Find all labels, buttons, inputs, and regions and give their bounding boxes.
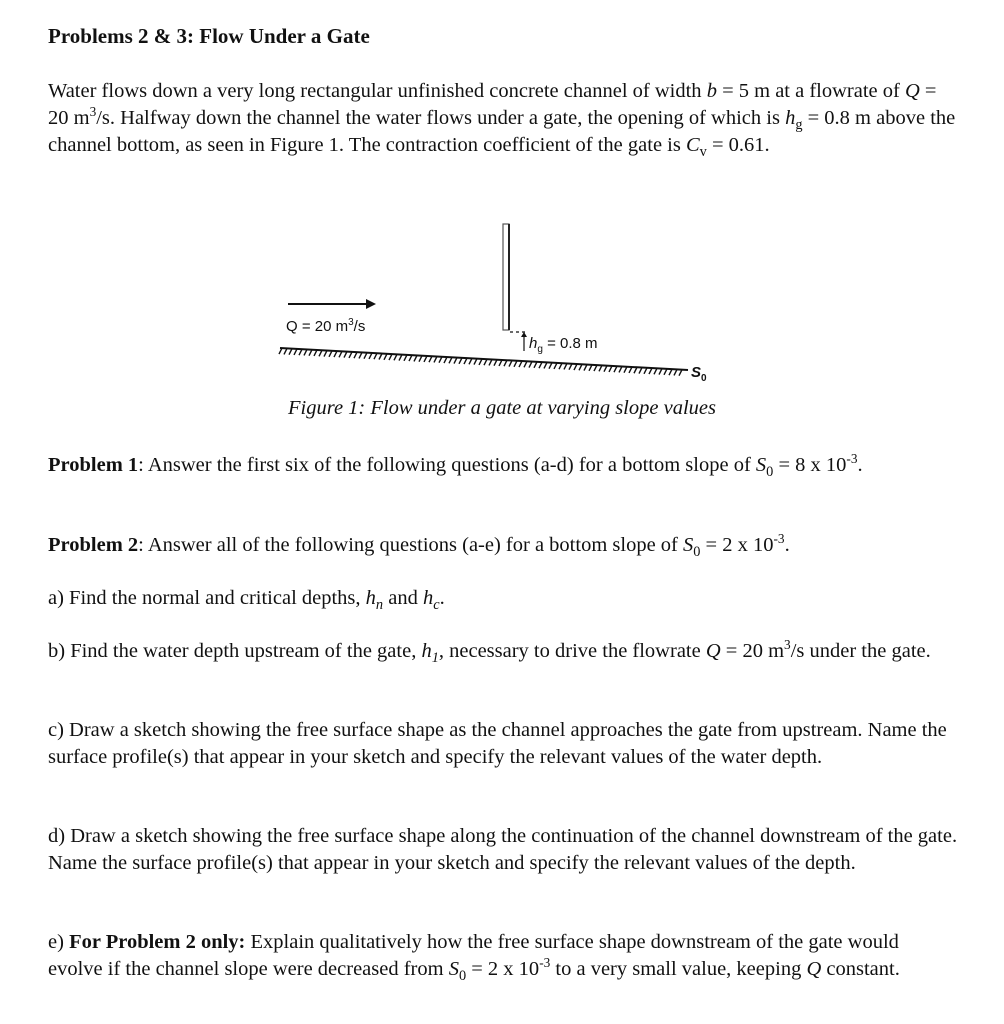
question-a-text: and bbox=[383, 587, 423, 609]
subscript: c bbox=[433, 597, 440, 614]
symbol-s: S bbox=[448, 958, 459, 980]
intro-paragraph bbox=[48, 78, 958, 159]
problem-2-label: Problem 2 bbox=[48, 534, 139, 556]
intro-text: Water flows down a very long rectangular unfinished concrete channel of width bbox=[48, 80, 707, 102]
subscript: n bbox=[375, 597, 384, 614]
symbol-q: Q bbox=[904, 80, 920, 102]
symbol-s: S bbox=[755, 454, 767, 476]
problem-2 bbox=[48, 532, 958, 559]
superscript: 3 bbox=[784, 637, 791, 653]
symbol-q: Q bbox=[806, 958, 822, 980]
problem-1 bbox=[48, 452, 958, 479]
question-d: d) Draw a sketch showing the free surface shape along the continuation of the channel downstream of the gate. Name the surface profile(s) that appear in your sketch and specify the relevant values of the depth. bbox=[48, 825, 958, 874]
symbol-c: C bbox=[685, 134, 700, 156]
question-b bbox=[48, 638, 958, 665]
problem-1-text: = 8 x 10 bbox=[773, 454, 847, 476]
symbol-h: h bbox=[421, 640, 432, 662]
question-a bbox=[48, 585, 958, 612]
page-title: Problems 2 & 3: Flow Under a Gate bbox=[48, 24, 370, 48]
figure-1 bbox=[270, 220, 730, 390]
subscript: 0 bbox=[458, 968, 467, 985]
question-e-text: e) bbox=[48, 931, 70, 953]
question-e-text: to a very small value, keeping bbox=[550, 958, 807, 980]
flow-label: Q = 20 $m^3/s$ bbox=[286, 317, 366, 335]
gate-diagram bbox=[270, 220, 730, 390]
question-b-text: b) Find the water depth upstream of the gate, bbox=[48, 640, 422, 662]
superscript: -3 bbox=[773, 531, 785, 547]
superscript: -3 bbox=[539, 955, 551, 971]
problem-2-text: = 2 x 10 bbox=[700, 534, 774, 556]
question-b-text: /s under the gate. bbox=[790, 640, 931, 662]
question-e-text: constant. bbox=[821, 958, 900, 980]
symbol-s: S bbox=[683, 534, 694, 556]
subscript: v bbox=[699, 144, 707, 161]
problem-1-text: . bbox=[857, 454, 863, 476]
question-e bbox=[48, 929, 958, 983]
opening-arrow-head bbox=[521, 332, 527, 337]
symbol-b: b bbox=[706, 80, 717, 102]
slope-label: $S_0$ bbox=[691, 364, 707, 384]
subscript: 1 bbox=[431, 650, 439, 667]
superscript: -3 bbox=[846, 451, 858, 467]
intro-text: /s. Halfway down the channel the water flows under a gate, the opening of which is bbox=[96, 107, 786, 129]
intro-text: = 0.61. bbox=[706, 134, 770, 156]
question-e-text: = 2 x 10 bbox=[466, 958, 540, 980]
problem-2-text: : Answer all of the following questions (a-e) for a bottom slope of bbox=[138, 534, 683, 556]
bed-hatching bbox=[279, 348, 682, 376]
symbol-q: Q bbox=[705, 640, 721, 662]
question-a-text: a) Find the normal and critical depths, bbox=[48, 587, 366, 609]
question-b-text: = 20 m bbox=[720, 640, 785, 662]
question-e-emphasis: For Problem 2 only: bbox=[69, 931, 246, 953]
intro-text: = 20 m bbox=[48, 80, 937, 129]
symbol-h: h bbox=[365, 587, 376, 609]
problem-2-text: . bbox=[784, 534, 790, 556]
question-e-text: Explain qualitatively how the free surface shape downstream of the gate would evolve if the channel slope were decreased from bbox=[48, 931, 899, 980]
problem-1-label: Problem 1 bbox=[48, 454, 139, 476]
question-a-text: . bbox=[439, 587, 445, 609]
subscript: 0 bbox=[693, 544, 701, 561]
symbol-h: h bbox=[785, 107, 796, 129]
opening-label: $h_g = 0.8$ m bbox=[529, 335, 598, 355]
figure-caption: Figure 1: Flow under a gate at varying slope values bbox=[288, 397, 716, 419]
intro-text: = 5 m at a flowrate of bbox=[716, 80, 905, 102]
subscript: g bbox=[795, 117, 803, 134]
symbol-h: h bbox=[422, 587, 434, 609]
question-b-text: , necessary to drive the flowrate bbox=[438, 640, 706, 662]
subscript: 0 bbox=[766, 464, 774, 481]
superscript: 3 bbox=[89, 104, 97, 120]
question-c: c) Draw a sketch showing the free surface shape as the channel approaches the gate from upstream. Name the surface profile(s) that appear in your sketch and specify the relevant values of the water depth. bbox=[48, 719, 947, 768]
problem-1-text: : Answer the first six of the following questions (a-d) for a bottom slope of bbox=[138, 454, 756, 476]
flow-arrow-head bbox=[366, 299, 376, 309]
intro-text: = 0.8 m above the channel bottom, as seen in Figure 1. The contraction coefficient of the gate is bbox=[48, 107, 956, 156]
